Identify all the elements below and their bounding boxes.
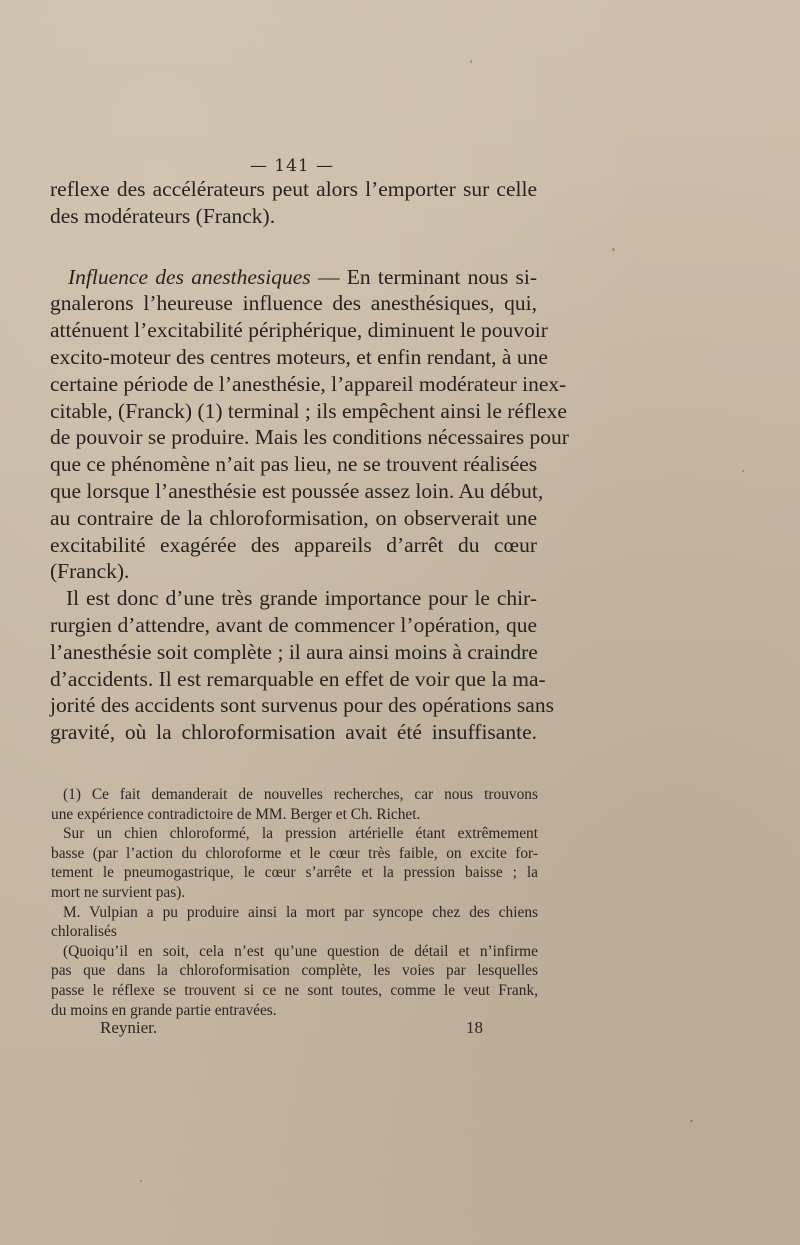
sheet-number: 18 (466, 1018, 483, 1037)
footnote-line: une expérience contradictoire de MM. Berger et Ch. Richet. (51, 805, 421, 823)
text-line: gnalerons l’heureuse influence des anesthésiques, qui, (50, 291, 537, 316)
paragraph-2 (50, 264, 569, 586)
heading-line-rest: En terminant nous si- (346, 264, 538, 289)
text-line: Il est donc d’une très grande importance pour le chir- (66, 586, 537, 611)
text-line: que lorsque l’anesthésie est poussée assez loin. Au début, (50, 478, 544, 503)
footnote-line: mort ne survient pas). (51, 883, 186, 901)
footnote-4 (51, 942, 538, 1020)
body-text (50, 176, 569, 746)
footnote-1 (51, 785, 538, 824)
paper-speck (612, 248, 615, 251)
footnote-line: pas que dans la chloroformisation complète, les voies par lesquelles (51, 962, 538, 980)
text-line: jorité des accidents sont survenus pour des opérations sans (50, 693, 554, 718)
footnote-2 (51, 824, 538, 902)
footnotes (51, 785, 538, 1020)
text-line: l’anesthésie soit complète ; il aura ainsi moins à craindre (50, 639, 538, 664)
footnote-line: du moins en grande partie entravées. (51, 1001, 277, 1019)
text-line (50, 264, 537, 291)
paragraph-gap (50, 230, 537, 264)
footnote-line: passe le réflexe se trouvent si ce ne sont toutes, comme le veut Frank, (51, 981, 538, 999)
text-line: d’accidents. Il est remarquable en effet de voir que la ma- (50, 666, 546, 691)
paragraph-1 (50, 176, 537, 230)
footnote-line: M. Vulpian a pu produire ainsi la mort par syncope chez des chiens (63, 903, 538, 921)
text-line: reflexe des accélérateurs peut alors l’emporter sur celle (50, 177, 537, 201)
text-line: excitabilité exagérée des appareils d’arrêt du cœur (50, 532, 537, 557)
text-line: excito-moteur des centres moteurs, et enfin rendant, à une (50, 344, 548, 369)
heading-dash: — (310, 264, 347, 289)
footnote-line: (Quoiqu’il en soit, cela n’est qu’une question de détail et n’infirme (63, 942, 538, 960)
text-line: des modérateurs (Franck). (50, 203, 276, 228)
footnote-line: (1) Ce fait demanderait de nouvelles recherches, car nous trouvons (63, 786, 538, 803)
text-line: atténuent l’excitabilité périphérique, diminuent le pouvoir (50, 318, 548, 343)
footnote-line: tement le pneumogastrique, le cœur s’arrête et la pression baisse ; la (51, 864, 538, 882)
paragraph-3 (50, 585, 554, 746)
text-line: certaine période de l’anesthésie, l’appareil modérateur inex- (50, 371, 567, 396)
paper-speck (140, 1180, 142, 1182)
text-line: que ce phénomène n’ait pas lieu, ne se trouvent réalisées (50, 452, 538, 477)
footnote-line: Sur un chien chloroformé, la pression artérielle étant extrêmement (63, 825, 538, 843)
paper-speck (470, 60, 472, 63)
text-line: gravité, où la chloroformisation avait été insuffisante. (50, 720, 537, 745)
section-heading: Influence des anesthesiques (68, 264, 311, 289)
text-line: citable, (Franck) (1) terminal ; ils empêchent ainsi le réflexe (50, 398, 567, 423)
text-line: de pouvoir se produire. Mais les conditions nécessaires pour (50, 425, 569, 450)
text-line: au contraire de la chloroformisation, on observerait une (50, 505, 537, 530)
paper-speck (742, 470, 744, 472)
footnote-line: chloralisés (51, 923, 117, 941)
paper-speck (690, 1120, 693, 1122)
page-number: — 141 — (249, 156, 335, 176)
text-line: rurgien d’attendre, avant de commencer l’opération, que (50, 612, 537, 637)
text-line: (Franck). (50, 559, 130, 584)
footnote-3 (51, 903, 538, 942)
footnote-line: basse (par l’action du chloroforme et le cœur très faible, on excite for- (51, 844, 538, 862)
author-signature: Reynier. (100, 1018, 158, 1037)
